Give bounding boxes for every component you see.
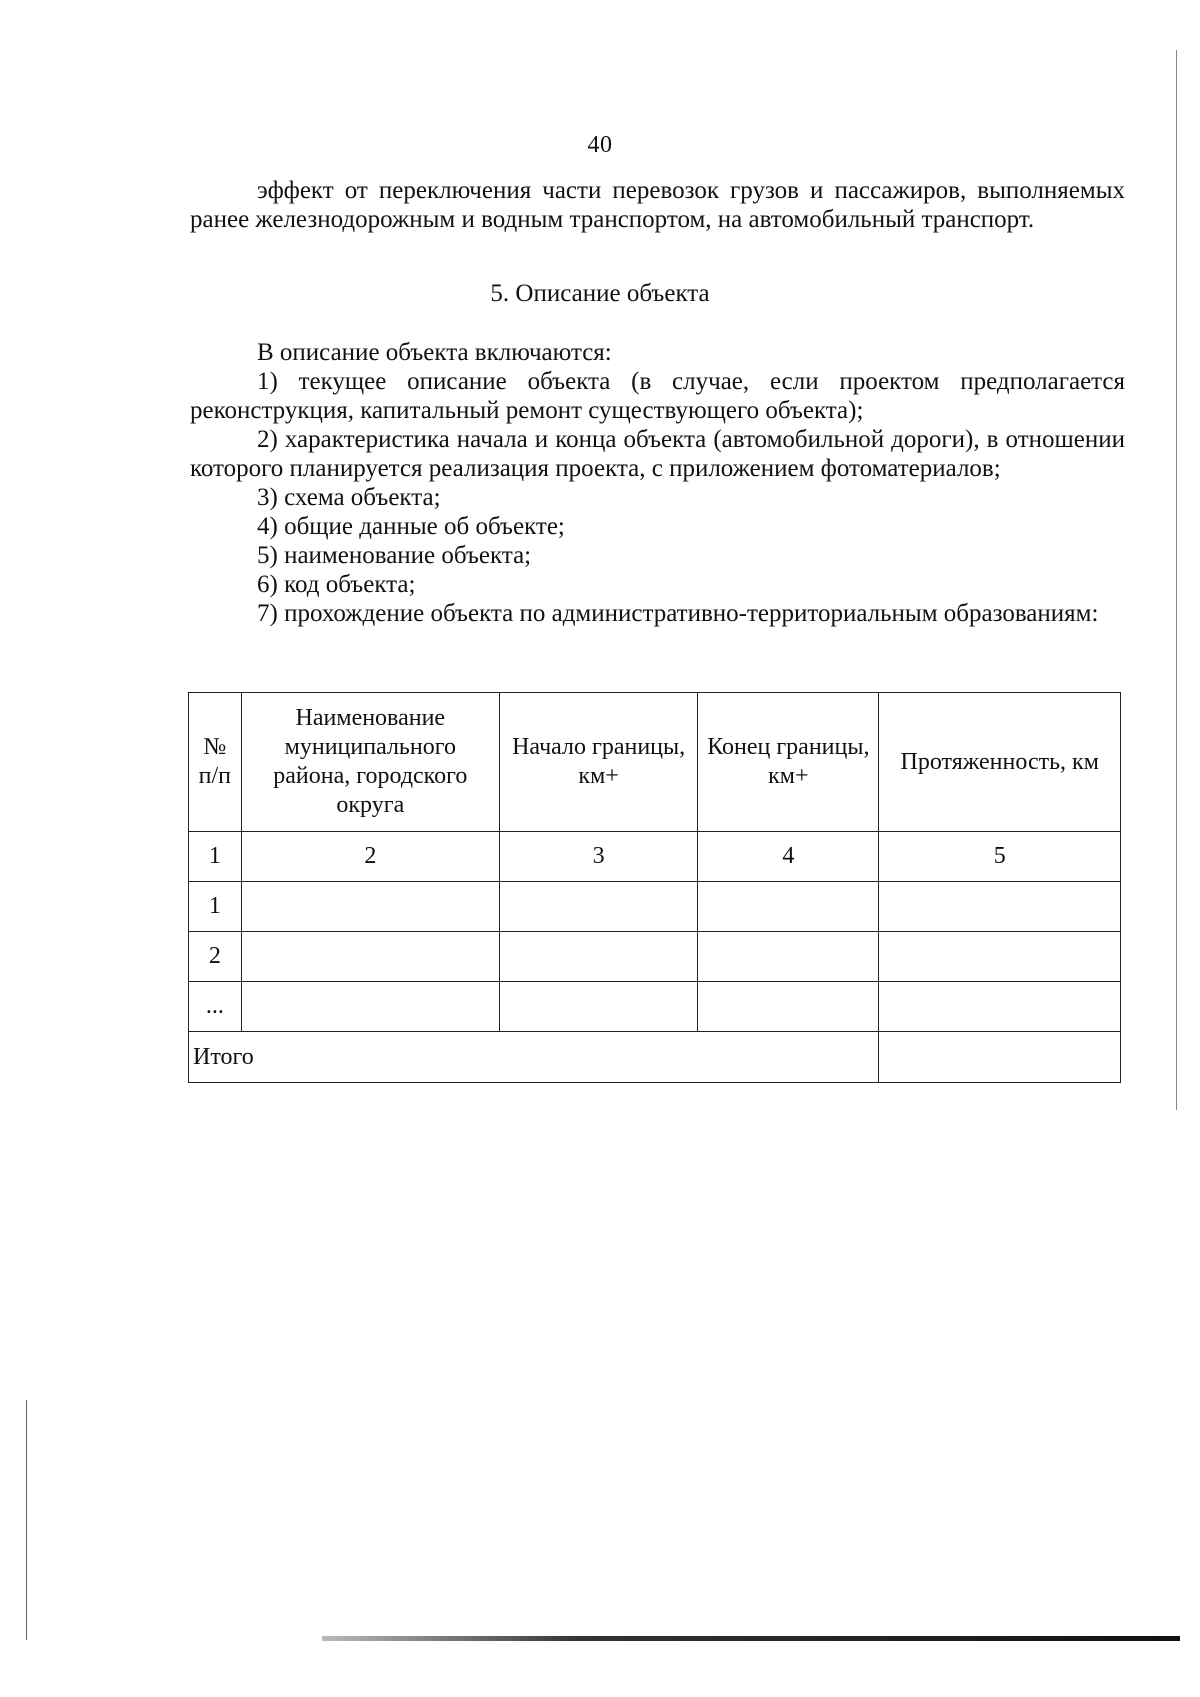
table-cell xyxy=(698,982,879,1032)
table-cell xyxy=(879,882,1121,932)
row-number-cell: 2 xyxy=(189,932,242,982)
table-row xyxy=(189,882,1121,932)
list-item-6: 6) код объекта; xyxy=(257,571,416,598)
header-start: Начало границы, км+ xyxy=(499,693,697,832)
list-item-3: 3) схема объекта; xyxy=(257,484,441,511)
column-number-row xyxy=(189,832,1121,882)
list-item-4: 4) общие данные об объекте; xyxy=(257,513,565,540)
header-end: Конец границы, км+ xyxy=(698,693,879,832)
page-number: 40 xyxy=(587,132,613,158)
table-header-row xyxy=(189,693,1121,832)
list-item-1: 1) текущее описание объекта (в случае, если проектом предполагается реконструкция, капитальный ремонт существующего объекта); xyxy=(190,368,1125,424)
table-row xyxy=(189,932,1121,982)
section-heading: 5. Описание объекта xyxy=(490,280,710,307)
column-number-cell: 3 xyxy=(499,832,697,882)
table-cell xyxy=(241,932,499,982)
list-item-5: 5) наименование объекта; xyxy=(257,542,532,569)
column-number-cell: 1 xyxy=(189,832,242,882)
header-number: № п/п xyxy=(189,693,242,832)
total-row xyxy=(189,1032,1121,1083)
section-lead: В описание объекта включаются: xyxy=(257,339,612,366)
table-cell xyxy=(499,982,697,1032)
table-cell xyxy=(241,882,499,932)
table-cell xyxy=(499,932,697,982)
table-cell xyxy=(698,882,879,932)
territory-table xyxy=(188,692,1121,1083)
total-value xyxy=(879,1032,1121,1083)
table-cell xyxy=(879,982,1121,1032)
row-number-cell: 1 xyxy=(189,882,242,932)
table-cell xyxy=(879,932,1121,982)
intro-block xyxy=(190,176,1125,234)
list-item-7: 7) прохождение объекта по административно-территориальным образованиям: xyxy=(257,600,1099,627)
header-municipality: Наименование муниципального района, городского округа xyxy=(241,693,499,832)
list-item-2: 2) характеристика начала и конца объекта (автомобильной дороги), в отношении которого планируется реализация проекта, с приложением фотоматериалов; xyxy=(190,426,1125,482)
scan-edge-right xyxy=(1176,50,1177,1110)
section-body xyxy=(190,338,1125,628)
intro-paragraph: эффект от переключения части перевозок грузов и пассажиров, выполняемых ранее железнодорожным и водным транспортом, на автомобильный транспорт. xyxy=(190,177,1125,233)
column-number-cell: 2 xyxy=(241,832,499,882)
row-number-cell: ... xyxy=(189,982,242,1032)
table-row xyxy=(189,982,1121,1032)
scan-edge-left xyxy=(26,1400,27,1640)
table-cell xyxy=(499,882,697,932)
column-number-cell: 5 xyxy=(879,832,1121,882)
table-cell xyxy=(241,982,499,1032)
total-label: Итого xyxy=(189,1032,879,1083)
scan-bottom-bar xyxy=(322,1636,1180,1641)
header-length: Протяженность, км xyxy=(879,693,1121,832)
table-cell xyxy=(698,932,879,982)
column-number-cell: 4 xyxy=(698,832,879,882)
